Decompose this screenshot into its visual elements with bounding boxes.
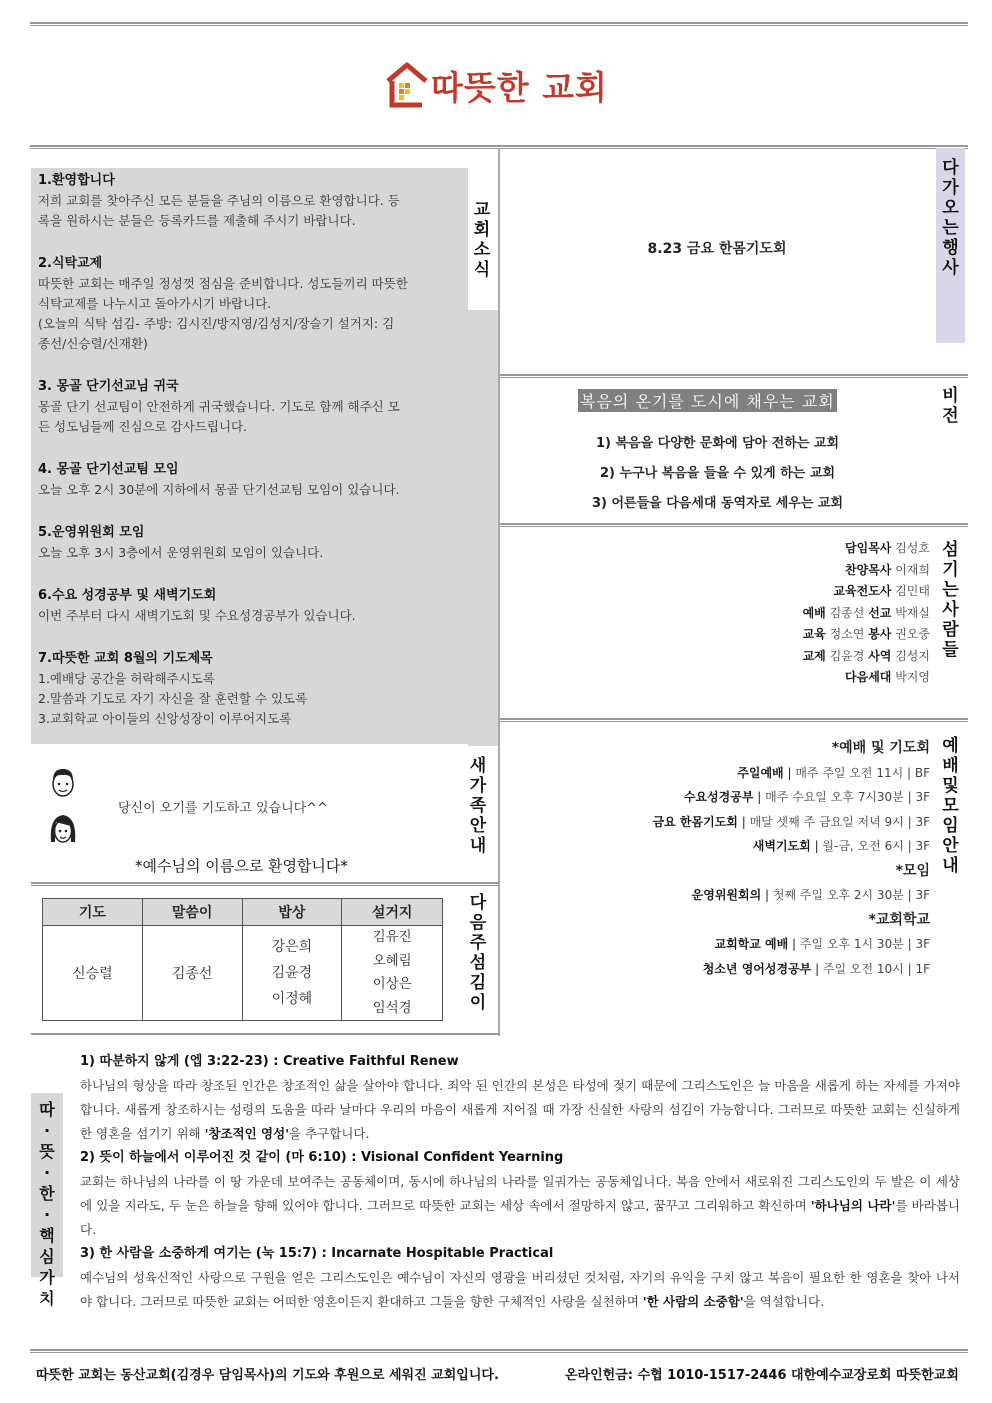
notice-item	[38, 377, 462, 437]
staff-role: 교육	[802, 627, 826, 641]
vision-section-label	[938, 386, 963, 426]
meeting-item: 운영위원회의 | 첫째 주일 오후 2시 30분 | 3F	[691, 888, 930, 902]
notice-title: 3. 몽골 단기선교님 귀국	[38, 379, 179, 394]
staff-name: 김성호	[895, 541, 930, 555]
divider-core	[31, 1033, 500, 1036]
notice-text: 2.말씀과 기도로 자기 자신을 잘 훈련할 수 있도록	[38, 691, 308, 706]
meeting-name: 금요 한몸기도회	[652, 814, 738, 829]
notice-item	[38, 523, 462, 563]
label-char: 안	[942, 836, 959, 856]
meeting-name: 청소년 영어성경공부	[702, 961, 812, 976]
notice-text: 록을 원하시는 분들은 등록카드를 제출해 주시기 바랍니다.	[38, 213, 356, 228]
meeting-group-heading: *교회학교	[868, 911, 930, 928]
serving-header: 말씀이	[142, 899, 242, 926]
meeting-info: 주일 오후 1시 30분 | 3F	[799, 937, 930, 951]
label-char: 는	[942, 218, 959, 238]
church-name: 따뜻한 교회	[431, 67, 608, 107]
meeting-name: 새벽기도회	[752, 839, 811, 853]
notice-text: 1.예배당 공간을 허락해주시도록	[38, 671, 215, 686]
label-char: 전	[942, 406, 959, 426]
meeting-info: 매달 셋째 주 금요일 저녁 9시 | 3F	[749, 814, 930, 829]
core-value-body: 교회는 하나님의 나라를 이 땅 가운데 보여주는 공동체이며, 동시에 하나님의 나라를 일궈가는 공동체입니다. 복음 안에서 새로워진 그리스도인의 두 발은 이 세상에 있을 지라도, 두 눈은 하늘을 향해 있어야 합니다. 그러므로 따뜻한 교회는 세상 속에서 절망하지 않고, 꿈꾸고 그리워하고 확신하며 '하나님의 나라'를 바라봅니다.	[80, 1174, 960, 1237]
label-char: 핵	[39, 1226, 55, 1245]
new-family-section-label	[466, 756, 490, 856]
notice-text: 식탁교제를 나누시고 돌아가시기 바랍니다.	[38, 296, 272, 311]
woman-face-icon	[48, 812, 78, 846]
serving-table	[42, 898, 443, 1021]
label-char: 들	[942, 640, 959, 660]
notice-title: 4. 몽골 단기선교팀 모임	[38, 462, 179, 477]
label-char: 교	[473, 200, 491, 220]
notice-item	[38, 586, 462, 626]
notice-text: 3.교회학교 아이들의 신앙성장이 이루어지도록	[38, 711, 292, 726]
serving-meal-name: 이정혜	[271, 991, 313, 1007]
staff-row	[600, 560, 930, 582]
upcoming-event-text: 8.23 금요 한몸기도회	[647, 241, 787, 257]
staff-role: 교제	[802, 648, 826, 663]
serving-dishes-name: 이상은	[372, 976, 412, 992]
label-char: 치	[39, 1289, 55, 1308]
serving-word: 김종선	[142, 926, 242, 1021]
divider-vision	[500, 374, 968, 378]
notices-panel-extension	[468, 310, 498, 746]
core-value-emphasis: '창조적인 영성'	[204, 1126, 290, 1141]
label-char: 행	[942, 238, 959, 258]
new-family-message: 당신이 오기를 기도하고 있습니다^^	[118, 801, 328, 816]
notice-text: 이번 주부터 다시 새벽기도회 및 수요성경공부가 있습니다.	[38, 608, 356, 623]
label-char: 람	[942, 620, 959, 640]
label-char: 족	[469, 796, 487, 816]
label-char: 새	[469, 756, 487, 776]
label-char: 사	[942, 258, 959, 278]
notice-text: 종선/신승렬/신재환)	[38, 336, 148, 351]
staff-name: 정소연	[829, 627, 865, 641]
label-char: 사	[942, 600, 959, 620]
core-value-emphasis: '한 사람의 소중함'	[642, 1294, 744, 1309]
label-char: 예	[942, 736, 959, 756]
staff-name: 박재실	[895, 605, 930, 620]
serving-meal	[242, 926, 342, 1021]
footer-rule	[30, 1349, 968, 1353]
serving-header: 설거지	[342, 899, 443, 926]
label-char: 식	[473, 260, 491, 280]
label-char: 오	[942, 198, 959, 218]
label-char: 는	[942, 580, 959, 600]
notice-title: 2.식탁교제	[38, 256, 103, 271]
staff-row	[600, 624, 930, 646]
vision-item: 1) 복음을 다양한 문화에 담아 전하는 교회	[595, 436, 840, 451]
label-char: 모	[942, 796, 959, 816]
label-char: 섬	[942, 540, 959, 560]
notice-item	[38, 649, 462, 729]
church-logo	[385, 55, 615, 115]
label-char: 소	[473, 240, 491, 260]
notice-text: 오늘 오후 3시 3층에서 운영위원회 모임이 있습니다.	[38, 545, 324, 560]
staff-role: 예배	[802, 605, 826, 620]
label-char: 안	[469, 816, 487, 836]
staff-row	[600, 603, 930, 625]
serving-dishes	[342, 926, 443, 1021]
meeting-group-heading: *모임	[895, 862, 930, 879]
label-char: 기	[942, 560, 959, 580]
core-value-emphasis: '하나님의 나라'	[810, 1198, 896, 1213]
vision-title: 복음의 온기를 도시에 채우는 교회	[578, 389, 837, 412]
label-char: ·	[43, 1163, 51, 1182]
label-char: 배	[942, 756, 959, 776]
divider-staff	[500, 523, 968, 527]
staff-row	[600, 538, 930, 560]
meeting-item: 교회학교 예배 | 주일 오후 1시 30분 | 3F	[714, 937, 930, 951]
serving-meal-name: 김윤경	[271, 965, 313, 981]
house-logo-icon	[385, 59, 429, 111]
notice-text: 든 성도님들께 진심으로 감사드립니다.	[38, 419, 248, 434]
label-char: 이	[469, 993, 487, 1013]
notice-title: 1.환영합니다	[38, 173, 115, 188]
meeting-name: 수요성경공부	[683, 790, 754, 804]
label-char: 다	[469, 893, 487, 913]
staff-role: 선교	[868, 605, 892, 620]
man-face-icon	[48, 766, 78, 800]
meeting-info: 월-금, 오전 6시 | 3F	[822, 839, 930, 853]
label-char: 다	[942, 158, 959, 178]
notice-text: 저희 교회를 찾아주신 모든 분들을 주님의 이름으로 환영합니다. 등	[38, 193, 400, 208]
meeting-info: 매주 수요일 오후 7시30분 | 3F	[765, 790, 930, 804]
event-section-label	[938, 158, 963, 278]
staff-name: 김성지	[895, 648, 930, 663]
meetings-list	[520, 736, 930, 981]
staff-name: 권오중	[895, 627, 930, 641]
table-row	[43, 926, 443, 1021]
meeting-name: 운영위원회의	[691, 888, 762, 902]
serving-meal-name: 강은희	[271, 939, 313, 955]
meeting-info: 주일 오전 10시 | 1F	[822, 961, 930, 976]
staff-role: 교육전도사	[833, 584, 892, 598]
meeting-item: 금요 한몸기도회 | 매달 셋째 주 금요일 저녁 9시 | 3F	[652, 814, 930, 829]
label-char: 음	[469, 913, 487, 933]
staff-row	[600, 667, 930, 689]
staff-row	[600, 646, 930, 668]
staff-name: 이재희	[895, 562, 930, 577]
core-values-label	[35, 1099, 59, 1309]
label-char: 가	[469, 776, 487, 796]
notice-item	[38, 254, 462, 354]
staff-role: 찬양목사	[845, 562, 892, 577]
notice-text: 몽골 단기 선교팀이 안전하게 귀국했습니다. 기도로 함께 해주신 모	[38, 399, 400, 414]
vision-item: 2) 누구나 복음을 들을 수 있게 하는 교회	[599, 466, 836, 481]
label-char: 김	[469, 973, 487, 993]
notice-title: 5.운영위원회 모임	[38, 525, 145, 540]
core-value-body: 하나님의 형상을 따라 창조된 인간은 창조적인 삶을 살아야 합니다. 죄악 된 인간의 본성은 타성에 젖기 때문에 그리스도인은 늘 마음을 새롭게 하는 자세를 가져야합니다. 새롭게 창조하시는 성령의 도움을 따라 날마다 우리의 마음이 새롭게 지어질 때 가장 신실한 사랑의 섬김이 가능합니다. 그러므로 따뜻한 교회는 신실하게 한 영혼을 섬기기 위해 '창조적인 영성'을 추구합니다.	[80, 1078, 961, 1141]
label-char: ·	[43, 1205, 51, 1224]
notice-text: (오늘의 식탁 섬김- 주방: 김시진/방지영/김성지/장슬기 설거지: 김	[38, 316, 395, 331]
meetings-section-label	[938, 736, 963, 876]
staff-role: 담임목사	[845, 541, 892, 555]
staff-name: 김민태	[895, 584, 930, 598]
label-char: 및	[942, 776, 959, 796]
serving-header: 기도	[43, 899, 143, 926]
core-value-title: 1) 따분하지 않게 (엡 3:22-23) : Creative Faithful Renew	[80, 1054, 459, 1069]
notice-item	[38, 460, 462, 500]
divider-meetings	[500, 718, 968, 722]
footer-offering-text: 온라인헌금: 수협 1010-1517-2446 대한예수교장로회 따뜻한교회	[565, 1368, 959, 1383]
notice-text: 따뜻한 교회는 매주일 정성껏 점심을 준비합니다. 성도들끼리 따뜻한	[38, 276, 408, 291]
staff-role: 봉사	[868, 627, 892, 641]
label-char: 가	[39, 1268, 55, 1287]
meeting-name: 주일예배	[737, 765, 784, 780]
staff-name: 김종선	[829, 605, 865, 620]
staff-role: 다음세대	[845, 670, 892, 684]
serving-dishes-name: 오혜림	[372, 952, 412, 969]
notice-title: 7.따뜻한 교회 8월의 기도제목	[38, 651, 213, 666]
staff-name: 김윤경	[829, 648, 865, 663]
label-char: 뜻	[39, 1142, 55, 1161]
staff-name: 박지영	[895, 670, 930, 684]
staff-section-label	[938, 540, 963, 660]
label-char: 임	[942, 816, 959, 836]
notice-text: 오늘 오후 2시 30분에 지하에서 몽골 단기선교팀 모임이 있습니다.	[38, 482, 400, 497]
serving-section-label	[466, 893, 490, 1013]
staff-role: 사역	[868, 648, 892, 663]
staff-list	[600, 538, 930, 689]
upcoming-event	[500, 148, 934, 348]
label-char: 따	[39, 1100, 55, 1119]
core-value-body: 예수님의 성육신적인 사랑으로 구원을 얻은 그리스도인은 예수님이 자신의 영광을 버리셨던 것처럼, 자기의 유익을 구치 않고 복음이 필요한 한 영혼을 찾아 나서야 합니다. 그러므로 따뜻한 교회는 어떠한 영혼이든지 환대하고 그들을 향한 구체적인 사랑을 실천하며 '한 사람의 소중함'을 역설합니다.	[80, 1270, 960, 1309]
meeting-info: 매주 주일 오전 11시 | BF	[795, 765, 930, 780]
notice-item	[38, 171, 462, 231]
church-notices-panel	[31, 168, 468, 744]
new-family-welcome: *예수님의 이름으로 환영합니다*	[135, 857, 348, 875]
core-values	[80, 1050, 960, 1314]
notice-title: 6.수요 성경공부 및 새벽기도회	[38, 588, 217, 603]
serving-dishes-name: 임석경	[372, 999, 412, 1016]
label-char: 비	[942, 386, 959, 406]
footer-support-text: 따뜻한 교회는 동산교회(김경우 담임목사)의 기도와 후원으로 세워진 교회입니다.	[36, 1368, 499, 1383]
serving-prayer: 신승렬	[43, 926, 143, 1021]
label-char: 주	[469, 933, 487, 953]
meeting-info: 첫째 주일 오후 2시 30분 | 3F	[772, 888, 930, 902]
label-char: ·	[43, 1121, 51, 1140]
meeting-item: 주일예배 | 매주 주일 오전 11시 | BF	[737, 765, 930, 780]
vision-item: 3) 어른들을 다음세대 동역자로 세우는 교회	[591, 496, 844, 511]
core-value-title: 2) 뜻이 하늘에서 이루어진 것 같이 (마 6:10) : Visional Confident Yearning	[80, 1150, 564, 1165]
meeting-group-heading: *예배 및 기도회	[831, 740, 930, 756]
notices-section-label	[470, 200, 494, 280]
serving-header: 밥상	[242, 899, 342, 926]
label-char: 회	[473, 220, 491, 240]
meeting-item: 청소년 영어성경공부 | 주일 오전 10시 | 1F	[702, 961, 930, 976]
label-char: 가	[942, 178, 959, 198]
meeting-name: 교회학교 예배	[714, 937, 789, 951]
label-char: 내	[469, 836, 487, 856]
label-char: 한	[39, 1184, 55, 1203]
meeting-item: 수요성경공부 | 매주 수요일 오후 7시30분 | 3F	[683, 790, 930, 804]
label-char: 심	[39, 1247, 55, 1266]
label-char: 내	[942, 856, 959, 876]
staff-row	[600, 581, 930, 603]
label-char: 섬	[469, 953, 487, 973]
top-rule	[30, 22, 968, 26]
core-value-title: 3) 한 사람을 소중하게 여기는 (눅 15:7) : Incarnate Hospitable Practical	[80, 1246, 554, 1261]
divider-serving	[31, 882, 498, 886]
serving-dishes-name: 김유진	[372, 929, 412, 945]
meeting-item: 새벽기도회 | 월-금, 오전 6시 | 3F	[752, 839, 930, 853]
